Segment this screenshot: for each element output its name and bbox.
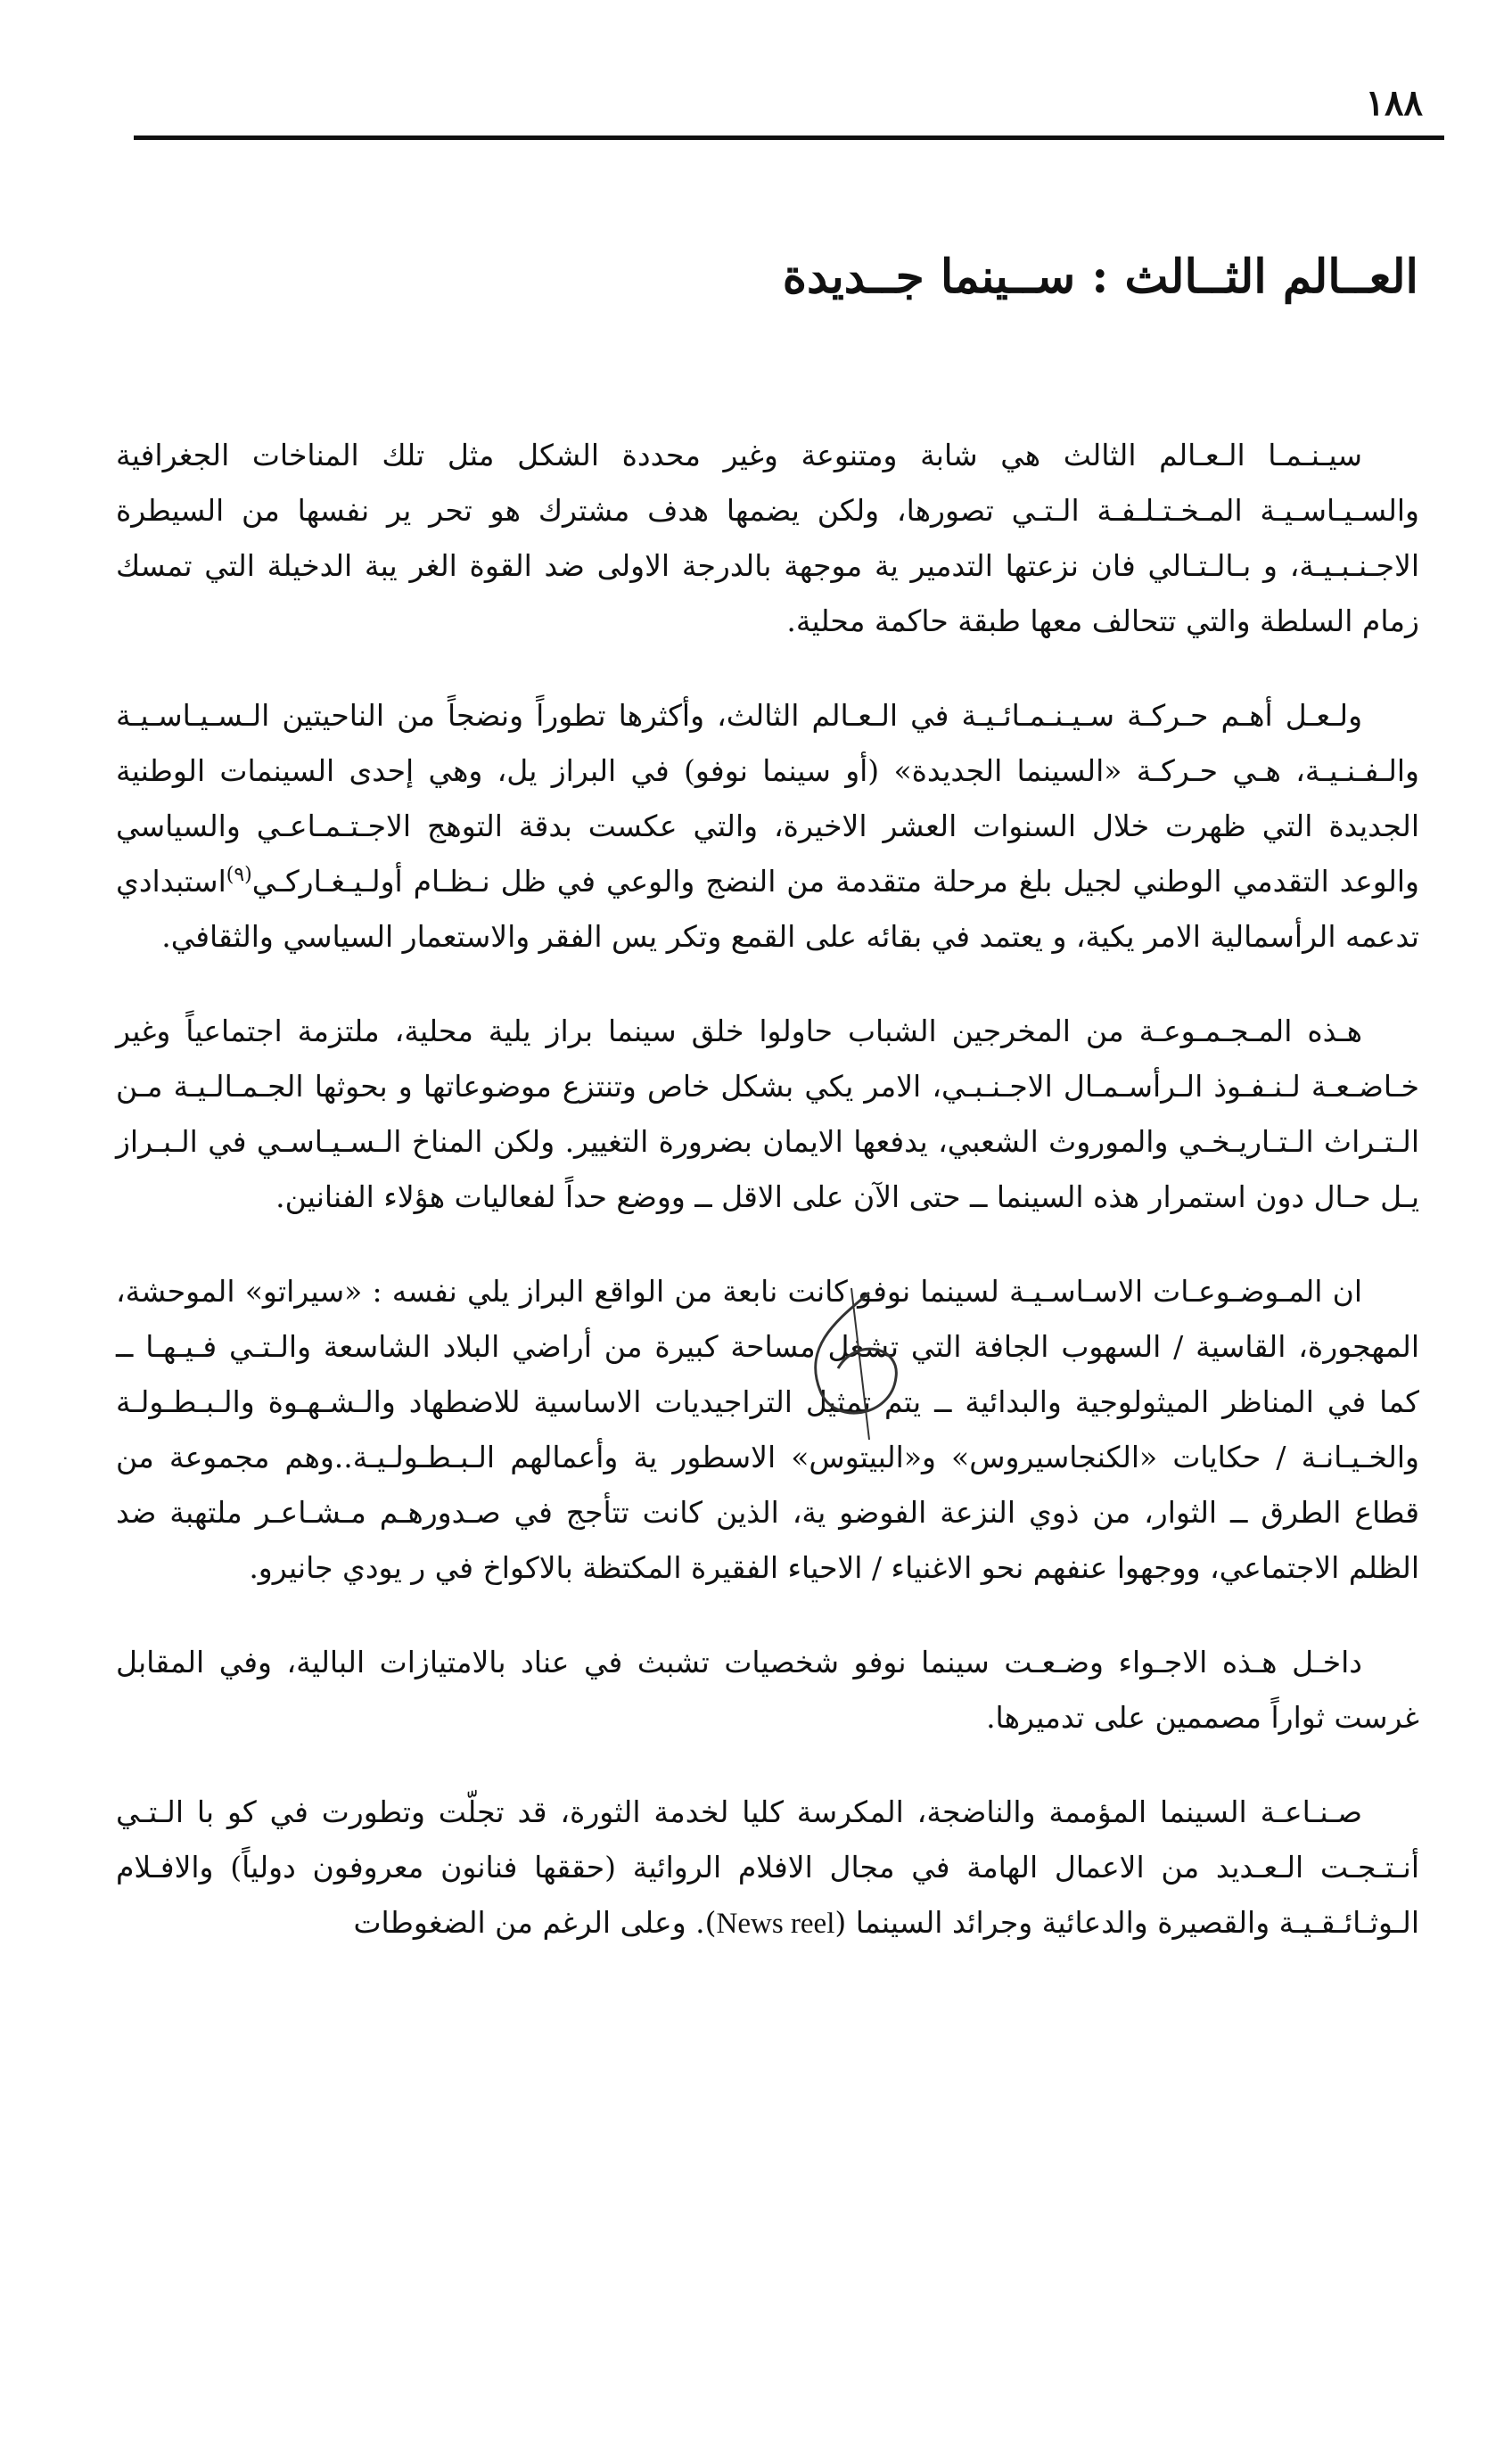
latin-term: News reel — [716, 1908, 835, 1940]
paragraph-3: هـذه المـجـمـوعـة من المخرجين الشباب حاولوا خلق سينما براز يلية محلية، ملتزمة اجتماعياً وغير خـاضـعـة لـنـفـوذ الـرأسـمـال الاجـنـبـي، الامر يكي بشكل خاص وتنتزع موضوعاتها و بحوثها الجـمـالـيـة مـن الـتـراث الـتـاريـخـي والموروث الشعبي، يدفعها الايمان بضرورة التغيير. ولكن المناخ الـسـيـاسـي في الـبـراز يـل حـال دون استمرار هذه السينما ــ حتى الآن على الاقل ــ ووضع حداً لفعاليات هؤلاء الفنانين. — [116, 1014, 1419, 1214]
paragraph-4: ان المـوضـوعـات الاسـاسـيـة لسينما نوفو كانت نابعة من الواقع البراز يلي نفسه : «سيراتو» الموحشة، المهجورة، القاسية / السهوب الجافة التي تشغل مساحة كبيرة من أراضي البلاد الشاسعة والـتـي فـيـهـا ــ كما في المناظر الميثولوجية والبدائية ــ يتم تمثيل التراجيديات الاساسية للاضطهاد والـشـهـوة والـبـطـولـة والخـيـانـة / حكايات «الكنجاسيروس» و«البيتوس» الاسطور ية وأعمالهم الـبـطـولـيـة..وهم مجموعة من قطاع الطرق ــ الثوار، من ذوي النزعة الفوضو ية، الذين كانت تتأجج في صـدورهـم مـشـاعـر ملتهبة ضد الظلم الاجتماعي، ووجهوا عنفهم نحو الاغنياء / الاحياء الفقيرة المكتظة بالاكواخ في ر يودي جانيرو. — [116, 1274, 1419, 1585]
paragraph-1: سيـنـمـا الـعـالم الثالث هي شابة ومتنوعة وغير محددة الشكل مثل تلك المناخات الجغرافية والسـيـاسـيـة المـخـتـلـفـة الـتـي تصورها، ولكن يضمها هدف مشترك هو تحر ير نفسها من السيطرة الاجـنـبـيـة، و بـالـتـالي فان نزعتها التدمير ية موجهة بالدرجة الاولى ضد القوة الغر يبة الدخيلة التي تمسك زمام السلطة والتي تتحالف معها طبقة حاكمة محلية. — [116, 438, 1419, 638]
paragraph-6-part-2: ). وعلى الرغم من الضغوطات — [353, 1905, 717, 1940]
paragraph-2-part-1: ولـعـل أهـم حـركـة سـيـنـمـائـيـة في الـعـالم الثالث، وأكثرها تطوراً ونضجاً من الناحيتين الـسـيـاسـيـة والـفـنـيـة، هـي حـركـة «السينما الجديدة» (أو سينما نوفو) في البراز يل، وهي إحدى السينمات الوطنية الجديدة التي ظهرت خلال السنوات العشر الاخيرة، والتي عكست بدقة التوهج الاجـتـمـاعـي والسياسي والوعد التقدمي الوطني لجيل بلغ مرحلة متقدمة من النضج والوعي في ظل نـظـام أولـيـغـاركـي — [116, 698, 1419, 899]
paragraph-5: داخـل هـذه الاجـواء وضـعـت سينما نوفو شخصيات تشبث في عناد بالامتيازات البالية، وفي المقابل غرست ثواراً مصممين على تدميرها. — [116, 1645, 1419, 1735]
chapter-title: العــالم الثــالث : ســينما جــديدة — [782, 250, 1418, 304]
footnote-reference: (٩) — [226, 864, 252, 886]
paragraph-6 — [116, 1785, 1419, 1951]
paragraph-6-part-1: صـنـاعـة السينما المؤممة والناضجة، المكرسة كليا لخدمة الثورة، قد تجلّت وتطورت في كو با الـتـي أنـتـجـت الـعـديد من الاعمال الهامة في مجال الافلام الروائية (حققها فنانون معروفون دولياً) والافـلام الـوثـائـقـيـة والقصيرة والدعائية وجرائد السينما ( — [116, 1794, 1419, 1940]
paragraph-2-part-2: استبدادي تدعمه الرأسمالية الامر يكية، و يعتمد في بقائه على القمع وتكر يس الفقر والاستعمار السياسي والثقافي. — [116, 864, 1419, 954]
paragraph-2 — [116, 688, 1419, 965]
header-rule — [134, 136, 1444, 140]
body-text — [116, 428, 1419, 1991]
page-number: ١٨٨ — [1365, 82, 1423, 124]
